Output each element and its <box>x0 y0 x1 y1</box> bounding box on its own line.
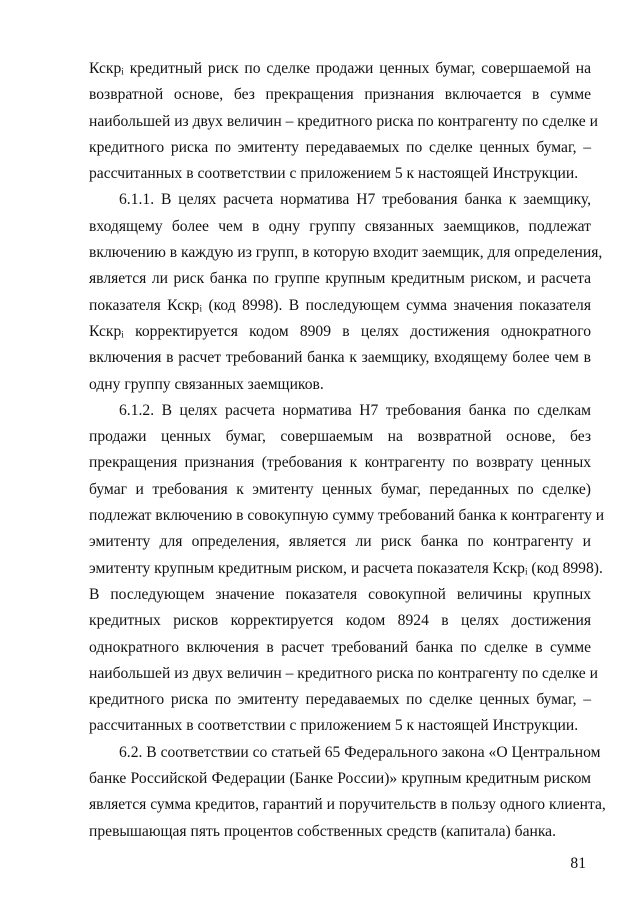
paragraph-risk-kskr <box>89 56 598 187</box>
text-line: однократного включения в расчет требований банка по сделке в сумме <box>89 638 591 656</box>
text-line: возвратной основе, без прекращения признания включается в сумме <box>89 86 591 104</box>
text-line: кредитных рисков корректируется кодом 8924 в целях достижения <box>89 612 591 630</box>
text-line: включению в каждую из групп, в которую входит заемщик, для определения, <box>89 244 603 262</box>
paragraph-6-2 <box>89 740 606 845</box>
text-line: является сумма кредитов, гарантий и поручительств в пользу одного клиента, <box>89 796 606 814</box>
text-line: бумаг и требования к эмитенту ценных бумаг, переданных по сделке) <box>89 480 591 498</box>
text-line: 6.1.2. В целях расчета норматива Н7 требования банка по сделкам <box>119 401 591 419</box>
text-line: Кскрᵢ корректируется кодом 8909 в целях достижения однократного <box>89 322 591 340</box>
text-line: эмитенту для определения, является ли риск банка по контрагенту и <box>89 533 591 551</box>
paragraph-6-1-2 <box>89 398 605 740</box>
text-line: Кскрᵢ кредитный риск по сделке продажи ценных бумаг, совершаемой на <box>89 60 591 77</box>
text-line: рассчитанных в соответствии с приложением 5 к настоящей Инструкции. <box>89 165 579 183</box>
text-line: банке Российской Федерации (Банке России)» крупным кредитным риском <box>89 770 591 788</box>
text-line: В последующем значение показателя совокупной величины крупных <box>89 585 591 603</box>
text-line: одну группу связанных заемщиков. <box>89 375 324 393</box>
text-line: включения в расчет требований банка к заемщику, входящему более чем в <box>89 349 591 367</box>
document-body <box>89 56 606 845</box>
text-line: наибольшей из двух величин – кредитного риска по контрагенту по сделке и <box>89 664 598 682</box>
text-line: превышающая пять процентов собственных средств (капитала) банка. <box>89 822 557 840</box>
text-line: кредитного риска по эмитенту передаваемых по сделке ценных бумаг, – <box>89 138 591 156</box>
text-line: эмитенту крупным кредитным риском, и расчета показателя Кскрᵢ (код 8998). <box>89 559 603 577</box>
text-line: прекращения признания (требования к контрагенту по возврату ценных <box>89 454 591 472</box>
page-number: 81 <box>570 855 586 872</box>
text-line: показателя Кскрᵢ (код 8998). В последующем сумма значения показателя <box>89 296 591 314</box>
text-line: рассчитанных в соответствии с приложением 5 к настоящей Инструкции. <box>89 717 579 735</box>
text-line: продажи ценных бумаг, совершаемым на возвратной основе, без <box>89 428 591 446</box>
text-line: входящему более чем в одну группу связанных заемщиков, подлежат <box>89 217 591 235</box>
text-line: 6.2. В соответствии со статьей 65 Федерального закона «О Центральном <box>119 743 601 761</box>
text-line: кредитного риска по эмитенту передаваемых по сделке ценных бумаг, – <box>89 691 591 709</box>
paragraph-6-1-1 <box>89 187 603 397</box>
text-line: наибольшей из двух величин – кредитного риска по контрагенту по сделке и <box>89 112 598 130</box>
text-line: является ли риск банка по группе крупным кредитным риском, и расчета <box>89 270 591 288</box>
text-line: 6.1.1. В целях расчета норматива Н7 требования банка к заемщику, <box>119 191 591 209</box>
text-line: подлежат включению в совокупную сумму требований банка к контрагенту и <box>89 507 605 525</box>
